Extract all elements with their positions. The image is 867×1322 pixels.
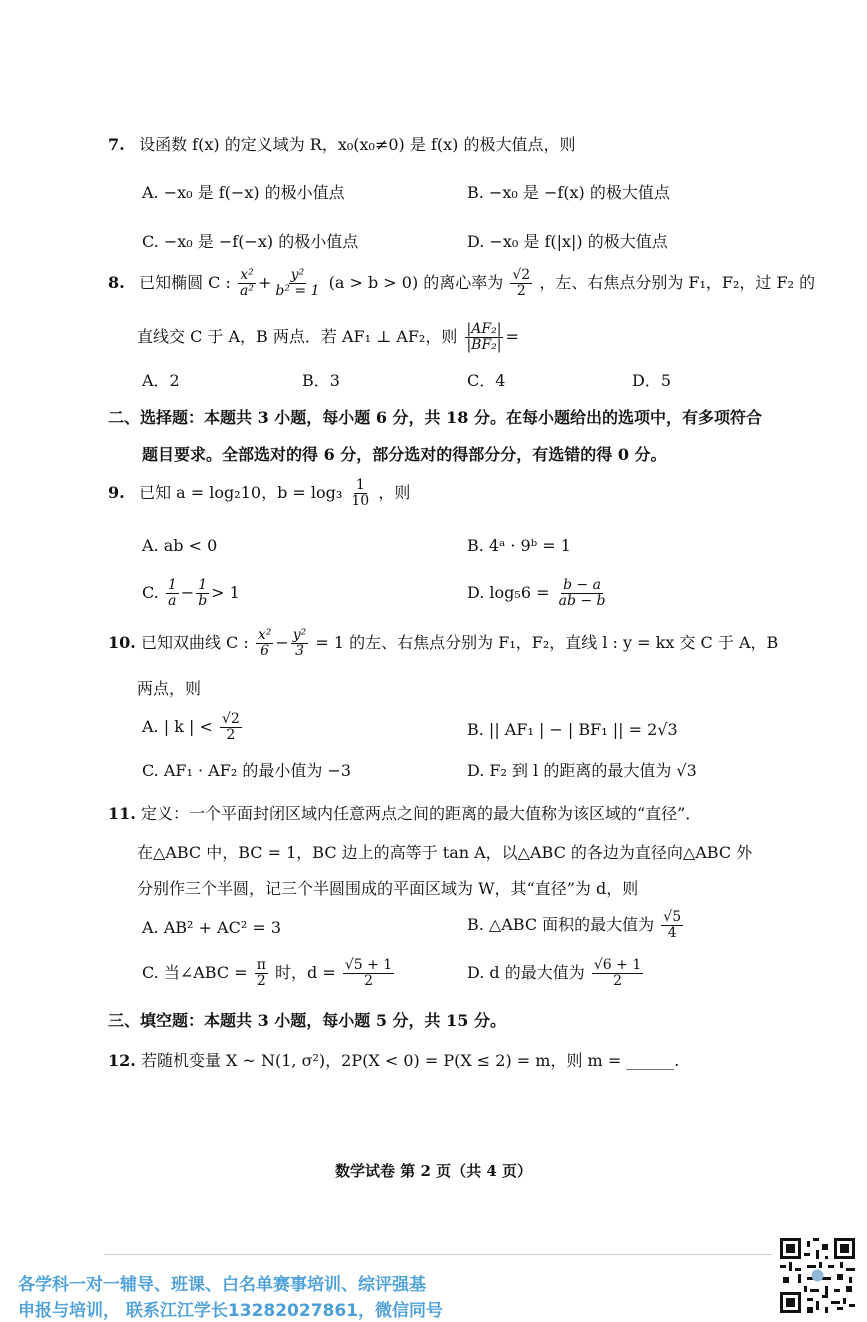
fraction: $\frac{√5}{4}$ <box>663 909 682 941</box>
fraction: $\frac{\text{|AF₂|}}{\text{|BF₂|}}$ <box>466 321 502 353</box>
fraction: $\frac{\text{x²}}{6}$ <box>257 627 272 659</box>
fraction: $\frac{b - a}{ab - b}$ <box>558 577 606 609</box>
option-d: D. log₅6 = $\frac{b - a}{ab - b}$ <box>467 577 606 609</box>
option-c: C. 当∠ABC = $\frac{\pi}{2}$ 时，d = $\frac{√5 + 1}{2}$ <box>142 957 393 989</box>
option-c: C. AF₁ · AF₂ 的最小值为 −3 <box>142 761 352 780</box>
fraction: $\frac{1}{10}$ <box>351 477 370 509</box>
option-d: D. d 的最大值为 $\frac{√6 + 1}{2}$ <box>467 957 642 989</box>
option-c: C. $\frac{1}{a}$ − $\frac{1}{b}$ > 1 <box>142 577 240 609</box>
question-7 <box>108 132 575 155</box>
question-stem: 已知椭圆 C : <box>139 273 231 292</box>
ad-text-line2: 申报与培训， 联系江江学长13282027861，微信同号 <box>18 1301 444 1321</box>
question-number: 12. <box>108 1051 136 1070</box>
question-11-line2: 在△ABC 中，BC = 1，BC 边上的高等于 tan A，以△ABC 的各边为直径向△ABC 外 <box>137 843 753 862</box>
question-number: 10. <box>108 633 136 652</box>
question-stem: 已知 a = log₂10，b = log₃ <box>139 483 343 502</box>
section-heading-line2: 题目要求。全部选对的得 6 分，部分选对的得部分分，有选错的得 0 分。 <box>142 445 667 464</box>
divider <box>104 1254 772 1255</box>
question-12 <box>108 1048 679 1071</box>
question-stem: 设函数 f(x) 的定义域为 R，x₀(x₀≠0) 是 f(x) 的极大值点，则 <box>139 135 576 154</box>
option-c: C. −x₀ 是 −f(−x) 的极小值点 <box>142 232 359 251</box>
option-d: D. F₂ 到 l 的距离的最大值为 √3 <box>467 761 697 780</box>
section-heading: 二、选择题：本题共 3 小题，每小题 6 分，共 18 分。在每小题给出的选项中，有多项符合 <box>108 408 762 427</box>
fraction: $\frac{√6 + 1}{2}$ <box>593 957 642 989</box>
option-a: A．2 <box>142 371 180 390</box>
question-8: 8. 已知椭圆 C : $\frac{\text{x²}}{\text{a²}}$ + $\frac{\text{y²}}{\text{b² = 1}}$ (a > b > 0) 的离心率为 $\frac{√2}{2}$ ，左、右焦点分别为 F₁，F₂，过 F₂ 的 <box>108 267 816 299</box>
option-b: B．3 <box>302 371 340 390</box>
question-9: 9. 已知 a = log₂10，b = log₃ $\frac{1}{10}$ ，则 <box>108 477 411 509</box>
option-b: B. −x₀ 是 −f(x) 的极大值点 <box>467 183 670 202</box>
fraction: $\frac{\pi}{2}$ <box>256 957 266 989</box>
fraction: $\frac{\text{x²}}{\text{a²}}$ <box>240 267 254 299</box>
question-number: 9. <box>108 483 125 502</box>
section-heading: 三、填空题：本题共 3 小题，每小题 5 分，共 15 分。 <box>108 1011 506 1030</box>
question-11 <box>108 801 701 824</box>
fraction: $\frac{1}{b}$ <box>198 577 208 609</box>
question-8-line2: 直线交 C 于 A，B 两点．若 AF₁ ⊥ AF₂，则 $\frac{\text{|AF₂|}}{\text{|BF₂|}}$ = <box>137 321 519 353</box>
question-number: 8. <box>108 273 125 292</box>
page-footer: 数学试卷 第 2 页（共 4 页） <box>335 1162 532 1180</box>
fraction: $\frac{√5 + 1}{2}$ <box>344 957 393 989</box>
question-number: 7. <box>108 135 125 154</box>
ad-text-line1: 各学科一对一辅导、班课、白名单赛事培训、综评强基 <box>18 1275 426 1295</box>
option-c: C．4 <box>467 371 506 390</box>
option-a: A. −x₀ 是 f(−x) 的极小值点 <box>142 183 345 202</box>
option-d: D．5 <box>632 371 672 390</box>
option-b: B. || AF₁ | − | BF₁ || = 2√3 <box>467 720 678 739</box>
fraction: $\frac{\text{y²}}{\text{b² = 1}}$ <box>275 267 320 299</box>
question-stem: 定义：一个平面封闭区域内任意两点之间的距离的最大值称为该区域的“直径”． <box>140 804 702 823</box>
fraction: $\frac{1}{a}$ <box>167 577 177 609</box>
question-stem: 已知双曲线 C : <box>140 633 249 652</box>
option-b: B. △ABC 面积的最大值为 $\frac{√5}{4}$ <box>467 909 682 941</box>
question-10: 10. 已知双曲线 C : $\frac{\text{x²}}{6}$ − $\frac{\text{y²}}{3}$ = 1 的左、右焦点分别为 F₁，F₂，直线 l : y = kx 交 C 于 A，B <box>108 627 779 659</box>
question-10-line2: 两点，则 <box>137 679 202 698</box>
option-a: A. ab < 0 <box>142 536 218 555</box>
question-number: 11. <box>108 804 136 823</box>
fraction: $\frac{\text{y²}}{3}$ <box>292 627 307 659</box>
qr-code-icon <box>780 1238 855 1313</box>
option-a: A. AB² + AC² = 3 <box>142 918 281 937</box>
question-stem: 若随机变量 X ~ N(1, σ²)，2P(X < 0) = P(X ≤ 2) = m，则 m = ______. <box>140 1051 680 1070</box>
question-11-line3: 分别作三个半圆，记三个半圆围成的平面区域为 W，其“直径”为 d，则 <box>137 879 639 898</box>
fraction: $\frac{√2}{2}$ <box>221 711 240 743</box>
option-b: B. 4ᵃ · 9ᵇ = 1 <box>467 536 571 555</box>
option-d: D. −x₀ 是 f(|x|) 的极大值点 <box>467 232 668 251</box>
fraction: $\frac{√2}{2}$ <box>512 267 531 299</box>
option-a: A. | k | < $\frac{√2}{2}$ <box>142 711 240 743</box>
